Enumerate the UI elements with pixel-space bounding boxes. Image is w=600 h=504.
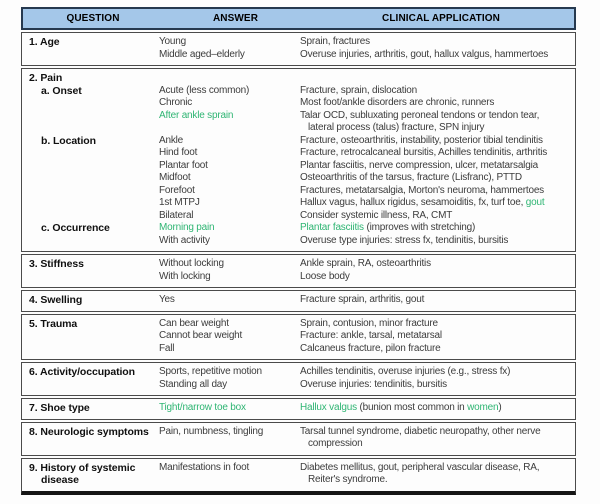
answer-cell [159, 462, 300, 475]
clinical-application-cell [300, 147, 575, 160]
answer-cell [159, 438, 300, 451]
text-segment: Standing all day [159, 378, 227, 390]
question-cell [22, 97, 159, 110]
question-cell: 9. History of systemic [29, 461, 136, 474]
text-segment: With locking [159, 270, 211, 282]
table-section [21, 68, 576, 252]
text-segment: Diabetes mellitus, gout, peripheral vascular disease, RA, [300, 461, 540, 473]
text-segment: Tarsal tunnel syndrome, diabetic neuropathy, other nerve [300, 425, 541, 437]
highlight-text: After ankle sprain [159, 109, 234, 121]
clinical-application-cell [300, 122, 575, 135]
clinical-application-cell [300, 49, 575, 62]
table-row [22, 402, 575, 415]
text-segment: Without locking [159, 258, 224, 269]
answer-cell [159, 474, 300, 487]
answer-cell [159, 294, 300, 307]
clinical-application-cell [300, 366, 575, 379]
text-segment: Sprain, fractures [300, 36, 370, 47]
clinical-application-cell [300, 258, 575, 271]
text-segment: Fracture sprain, arthritis, gout [300, 294, 425, 305]
highlight-text: Tight/narrow toe box [159, 402, 246, 413]
text-segment: Pain, numbness, tingling [159, 425, 264, 437]
answer-cell [159, 402, 300, 415]
answer-cell [159, 343, 300, 356]
question-cell [22, 379, 159, 392]
table-row [22, 122, 575, 135]
text-segment: Plantar foot [159, 159, 208, 171]
table-section [21, 458, 576, 495]
question-cell [22, 110, 159, 123]
question-cell [22, 343, 159, 356]
question-cell: 5. Trauma [29, 317, 78, 330]
text-segment: Cannot bear weight [159, 330, 243, 341]
question-cell: 1. Age [29, 36, 60, 48]
table-section [21, 32, 576, 66]
text-segment: Hind foot [159, 147, 198, 158]
question-cell [22, 330, 159, 343]
text-segment: (bunion most common in [356, 402, 468, 413]
question-cell [22, 210, 159, 223]
clinical-application-cell [300, 135, 575, 148]
answer-cell [159, 122, 300, 135]
question-cell: 7. Shoe type [29, 402, 90, 414]
text-segment: Fracture: ankle, tarsal, metatarsal [300, 330, 442, 341]
table-section [21, 398, 576, 420]
question-cell [22, 271, 159, 284]
highlight-text: Plantar fasciitis [300, 222, 364, 233]
table-section [21, 254, 576, 288]
question-cell [22, 438, 159, 451]
text-segment: Reiter's syndrome. [308, 474, 388, 485]
table-row [22, 426, 575, 439]
text-segment: Fracture, retrocalcaneal bursitis, Achilles tendinitis, arthritis [300, 147, 548, 158]
clinical-application-cell [300, 197, 575, 210]
table-row [22, 258, 575, 271]
answer-cell [159, 85, 300, 98]
table-row [22, 110, 575, 123]
text-segment: Manifestations in foot [159, 461, 250, 473]
text-segment: Calcaneus fracture, pilon fracture [300, 342, 441, 354]
text-segment: ) [498, 402, 502, 413]
table-row [22, 147, 575, 160]
table-row [22, 172, 575, 185]
text-segment: Talar OCD, subluxating peroneal tendons or tendon tear, [300, 109, 540, 121]
table-section [21, 362, 576, 396]
text-segment: Acute (less common) [159, 84, 250, 96]
answer-cell [159, 135, 300, 148]
text-segment: Achilles tendinitis, overuse injuries (e.g., stress fx) [300, 366, 511, 377]
answer-cell [159, 36, 300, 49]
clinical-application-cell [300, 462, 575, 475]
clinical-application-cell [300, 343, 575, 356]
text-segment: Chronic [159, 97, 193, 108]
text-segment: (improves with stretching) [363, 222, 476, 233]
question-cell [22, 235, 159, 248]
table-row [22, 474, 575, 487]
question-cell [22, 185, 159, 198]
clinical-application-cell [300, 97, 575, 110]
clinical-application-cell [300, 330, 575, 343]
text-segment: Ankle sprain, RA, osteoarthritis [300, 258, 431, 269]
highlight-text: women [467, 402, 499, 413]
text-segment: compression [308, 438, 363, 449]
answer-cell [159, 147, 300, 160]
text-segment: Loose body [300, 270, 350, 282]
answer-cell [159, 318, 300, 331]
answer-cell [159, 271, 300, 284]
answer-cell [159, 330, 300, 343]
text-segment: With activity [159, 234, 210, 246]
question-cell [22, 147, 159, 160]
text-segment: Bilateral [159, 209, 194, 221]
clinical-application-cell [300, 110, 575, 123]
table-row [22, 72, 575, 85]
text-segment: Fracture, osteoarthritis, instability, posterior tibial tendinitis [300, 134, 543, 146]
table-row [22, 271, 575, 284]
answer-cell [159, 258, 300, 271]
table-body [21, 32, 576, 495]
question-cell: 6. Activity/occupation [29, 366, 135, 378]
clinical-application-cell [300, 426, 575, 439]
text-segment: Osteoarthritis of the tarsus, fracture (Lisfranc), PTTD [300, 172, 522, 183]
table-row [22, 438, 575, 451]
question-cell: b. Location [41, 134, 96, 147]
answer-cell [159, 185, 300, 198]
clinical-application-cell [300, 36, 575, 49]
question-cell: c. Occurrence [41, 222, 110, 234]
table-row [22, 318, 575, 331]
question-cell [22, 49, 159, 62]
clinical-application-cell [300, 210, 575, 223]
question-cell: 8. Neurologic symptoms [29, 425, 149, 438]
text-segment: Middle aged–elderly [159, 48, 245, 60]
highlight-text: gout [525, 197, 545, 208]
table-row [22, 85, 575, 98]
clinical-application-cell [300, 160, 575, 173]
text-segment: 1st MTPJ [159, 197, 200, 208]
clinical-application-cell [300, 72, 575, 85]
answer-cell [159, 97, 300, 110]
table-section [21, 314, 576, 361]
clinical-application-cell [300, 222, 575, 235]
table-row [22, 185, 575, 198]
text-segment: Overuse injuries, arthritis, gout, hallux valgus, hammertoes [300, 48, 549, 60]
text-segment: Consider systemic illness, RA, CMT [300, 209, 453, 221]
answer-cell [159, 235, 300, 248]
clinical-application-cell [300, 379, 575, 392]
clinical-application-cell [300, 294, 575, 307]
clinical-application-cell [300, 474, 575, 487]
answer-cell [159, 222, 300, 235]
question-cell: 2. Pain [29, 72, 63, 84]
question-cell [22, 160, 159, 173]
answer-cell [159, 426, 300, 439]
text-segment: Fall [159, 342, 175, 354]
answer-cell [159, 210, 300, 223]
text-segment: Fractures, metatarsalgia, Morton's neuroma, hammertoes [300, 184, 544, 196]
answer-cell [159, 49, 300, 62]
table-section [21, 422, 576, 456]
text-segment: Yes [159, 294, 175, 305]
clinical-application-cell [300, 318, 575, 331]
table-row [22, 36, 575, 49]
answer-cell [159, 366, 300, 379]
highlight-text: Hallux valgus [300, 402, 357, 413]
question-cell [22, 172, 159, 185]
clinical-application-cell [300, 235, 575, 248]
column-header-clinical-application: CLINICAL APPLICATION [382, 13, 500, 24]
column-header-question: QUESTION [66, 13, 120, 24]
clinical-application-cell [300, 271, 575, 284]
answer-cell [159, 110, 300, 123]
table-row [22, 366, 575, 379]
text-segment: Can bear weight [159, 317, 229, 329]
answer-cell [159, 72, 300, 85]
text-segment: Plantar fasciitis, nerve compression, ulcer, metatarsalgia [300, 159, 538, 171]
table-header [21, 7, 576, 30]
text-segment: Ankle [159, 134, 184, 146]
text-segment: Sprain, contusion, minor fracture [300, 317, 438, 329]
text-segment: Overuse type injuries: stress fx, tendinitis, bursitis [300, 234, 509, 246]
text-segment: Most foot/ankle disorders are chronic, runners [300, 97, 495, 108]
table-row [22, 222, 575, 235]
question-cell [22, 197, 159, 210]
table-row [22, 462, 575, 475]
table-row [22, 160, 575, 173]
question-cell [22, 122, 159, 135]
answer-cell [159, 172, 300, 185]
table-row [22, 210, 575, 223]
text-segment: Young [159, 36, 186, 47]
clinical-application-cell [300, 185, 575, 198]
question-cell: disease [41, 474, 79, 486]
table-row [22, 135, 575, 148]
question-cell: 3. Stiffness [29, 258, 84, 270]
text-segment: Forefoot [159, 184, 195, 196]
table-row [22, 235, 575, 248]
table-row [22, 294, 575, 307]
table-row [22, 343, 575, 356]
clinical-application-cell [300, 402, 575, 415]
table-row [22, 379, 575, 392]
text-segment: Hallux vagus, hallux rigidus, sesamoiditis, fx, turf toe, [300, 197, 526, 208]
clinical-application-cell [300, 172, 575, 185]
table-row [22, 197, 575, 210]
table-row [22, 97, 575, 110]
answer-cell [159, 379, 300, 392]
clinical-application-cell [300, 85, 575, 98]
text-segment: Sports, repetitive motion [159, 366, 262, 377]
text-segment: Fracture, sprain, dislocation [300, 84, 418, 96]
table-section [21, 290, 576, 312]
column-header-answer: ANSWER [212, 13, 259, 24]
question-cell: 4. Swelling [29, 294, 83, 306]
text-segment: lateral process (talus) fracture, SPN injury [308, 122, 485, 133]
table-row [22, 330, 575, 343]
question-cell: a. Onset [41, 84, 82, 97]
text-segment: Midfoot [159, 172, 191, 183]
answer-cell [159, 160, 300, 173]
clinical-application-cell [300, 438, 575, 451]
table-row [22, 49, 575, 62]
highlight-text: Morning pain [159, 222, 215, 233]
text-segment: Overuse injuries: tendinitis, bursitis [300, 378, 447, 390]
clinical-table [21, 7, 576, 495]
answer-cell [159, 197, 300, 210]
